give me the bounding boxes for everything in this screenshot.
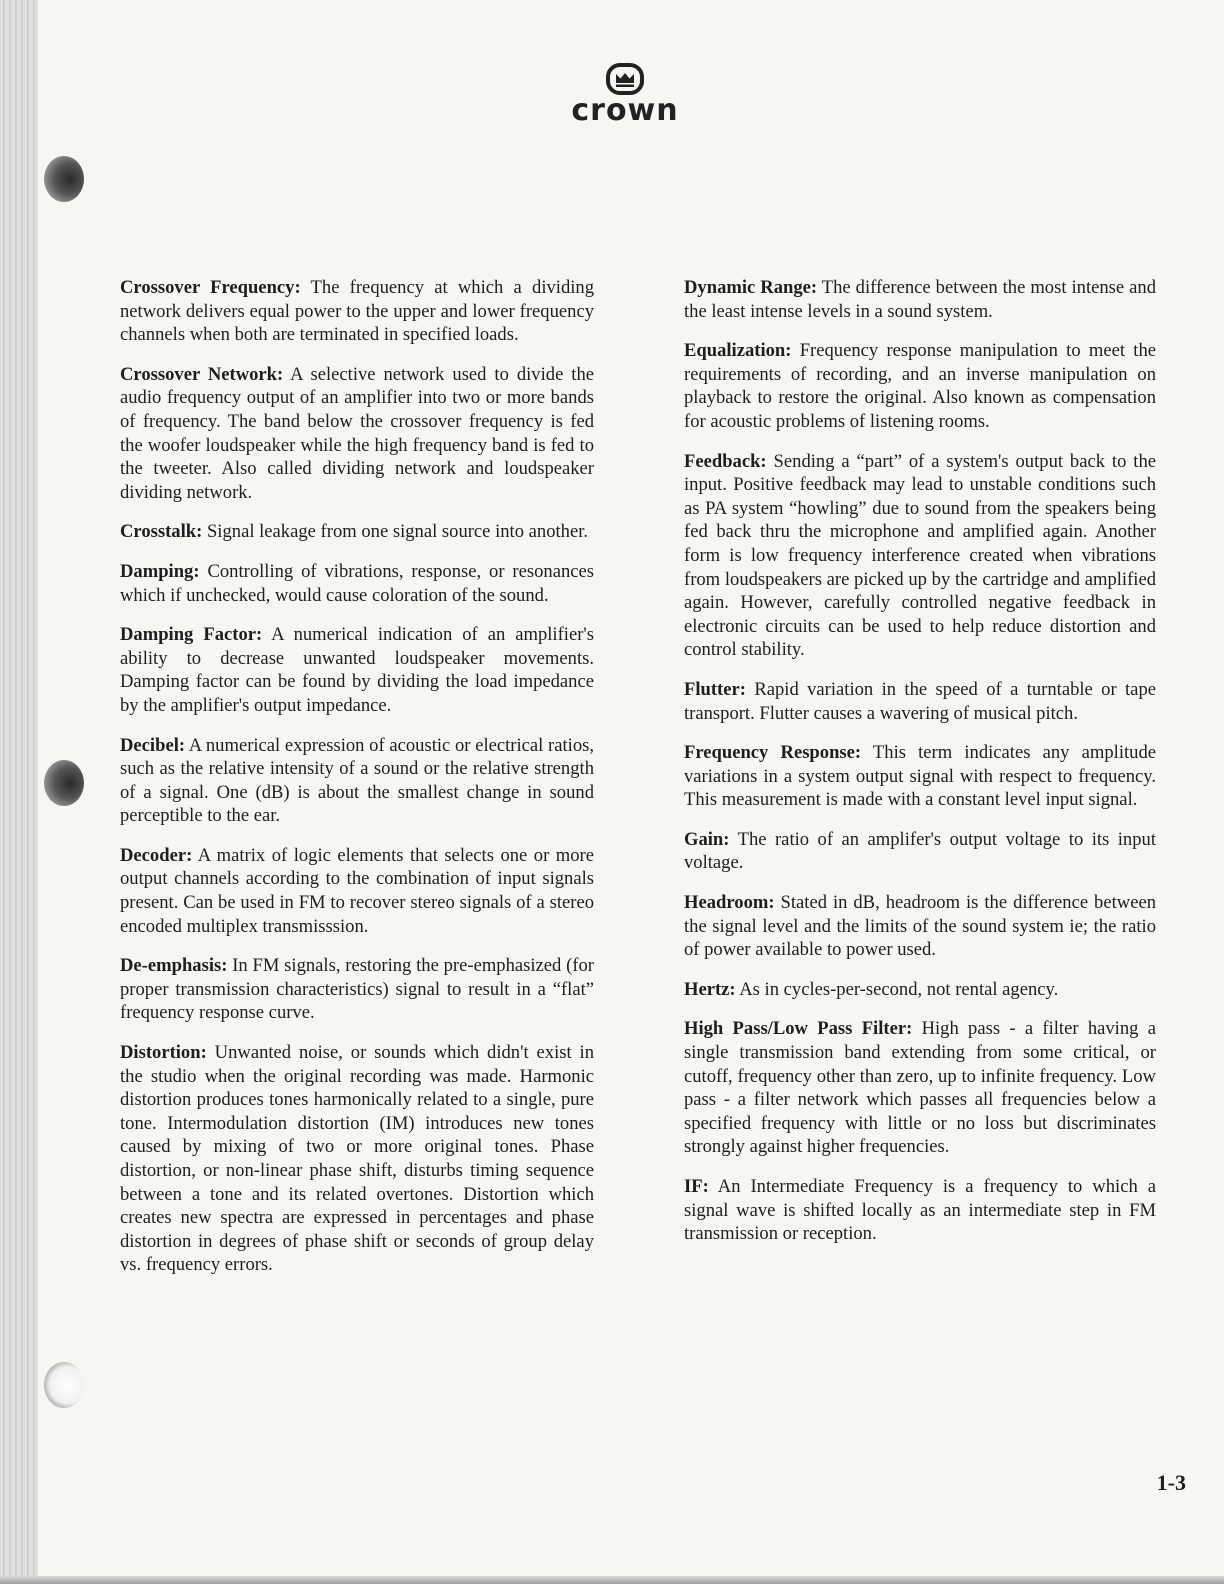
- glossary-definition: The frequency at which a dividing network delivers equal power to the upper and lower frequency channels when both are terminated in specified loads.: [120, 277, 594, 346]
- glossary-left-column: [120, 276, 594, 1293]
- glossary-term: Damping:: [120, 560, 200, 582]
- glossary-definition: A numerical indication of an amplifier's ability to decrease unwanted loudspeaker movements. Damping factor can be found by dividing the load impedance by the amplifier's output impedance.: [120, 624, 594, 716]
- logo-wordmark: crown: [571, 93, 679, 128]
- page-edge: [0, 1576, 1224, 1584]
- glossary-definition: Controlling of vibrations, response, or resonances which if unchecked, would cause coloration of the sound.: [120, 560, 594, 606]
- glossary-term: Damping Factor:: [120, 624, 263, 646]
- glossary-term: Frequency Response:: [684, 742, 862, 764]
- glossary-term: Equalization:: [684, 340, 792, 362]
- glossary-definition: An Intermediate Frequency is a frequency to which a signal wave is shifted locally as an intermediate step in FM transmission or reception.: [684, 1176, 1156, 1245]
- glossary-term: Decibel:: [120, 734, 186, 756]
- glossary-term: Dynamic Range:: [684, 277, 818, 298]
- glossary-entry: [120, 560, 594, 607]
- glossary-entry: [684, 741, 1156, 812]
- glossary-term: Distortion:: [120, 1042, 207, 1064]
- glossary-entry: [684, 339, 1156, 433]
- glossary-entry: [684, 276, 1156, 323]
- glossary-definition: A numerical expression of acoustic or electrical ratios, such as the relative intensity of a sound or the relative strength of a signal. One (dB) is about the smallest change in sound perceptible to the ear.: [120, 734, 595, 827]
- glossary-right-column: [684, 276, 1156, 1262]
- glossary-entry: [120, 363, 594, 505]
- glossary-entry: [120, 276, 594, 347]
- glossary-definition: A matrix of logic elements that selects one or more output channels according to the combination of input signals present. Can be used in FM to recover stereo signals of a stereo encoded multiplex transmisssion.: [120, 844, 594, 937]
- glossary-entry: [120, 734, 594, 828]
- glossary-term: Hertz:: [684, 978, 736, 1000]
- punch-hole: [44, 760, 84, 806]
- glossary-definition: High pass - a filter having a single transmission band extending from some critical, or cutoff, frequency other than zero, up to infinite frequency. Low pass - a filter network which passes all frequencies below a specified frequency with little or no loss but discriminates strongly against higher frequencies.: [684, 1018, 1156, 1158]
- glossary-definition: Frequency response manipulation to meet the requirements of recording, and an inverse manipulation on playback to restore the original. Also known as compensation for acoustic problems of listening rooms.: [684, 340, 1156, 432]
- glossary-definition: As in cycles-per-second, not rental agency.: [739, 978, 1059, 1000]
- glossary-definition: Sending a “part” of a system's output back to the input. Positive feedback may lead to unstable conditions such as PA system “howling” due to sound from the speakers being fed back thru the microphone and amplified again. Another form is low frequency interference created when vibrations from loudspeakers are picked up by the cartridge and amplified again. However, carefully controlled negative feedback in electronic circuits can be used to help reduce distortion and control stability.: [684, 450, 1156, 661]
- glossary-term: Feedback:: [684, 450, 767, 472]
- binding-strip: [0, 0, 38, 1584]
- glossary-term: Gain:: [684, 828, 730, 850]
- crown-icon: [605, 62, 645, 96]
- glossary-term: IF:: [684, 1176, 709, 1197]
- glossary-definition: The ratio of an amplifer's output voltage to its input voltage.: [684, 828, 1156, 874]
- glossary-term: Flutter:: [684, 678, 746, 700]
- crown-logo: [560, 62, 690, 132]
- glossary-entry: [684, 450, 1156, 662]
- glossary-entry: [120, 1041, 594, 1277]
- glossary-term: High Pass/Low Pass Filter:: [684, 1018, 913, 1040]
- glossary-definition: Stated in dB, headroom is the difference between the signal level and the limits of the sound system ie; the ratio of power available to power used.: [684, 892, 1156, 961]
- glossary-entry: [684, 678, 1156, 725]
- glossary-definition: The difference between the most intense and the least intense levels in a sound system.: [684, 277, 1156, 322]
- glossary-entry: [120, 520, 594, 544]
- punch-hole: [44, 1362, 84, 1408]
- glossary-term: Crossover Frequency:: [120, 277, 301, 298]
- punch-hole: [44, 156, 84, 202]
- glossary-entry: [684, 891, 1156, 962]
- glossary-definition: Unwanted noise, or sounds which didn't exist in the studio when the original recording was made. Harmonic distortion produces tones harmonically related to a single, pure tone. Intermodulation distortion (IM) introduces new tones caused by mixing of two or more original tones. Phase distortion, or non-linear phase shift, disturbs timing sequence between a tone and its related overtones. Distortion which creates new spectra are expressed in percentages and phase distortion in degrees of phase shift or seconds of group delay vs. frequency errors.: [120, 1042, 594, 1276]
- glossary-entry: [684, 828, 1156, 875]
- glossary-definition: In FM signals, restoring the pre-emphasized (for proper transmission characteristics) signal to result in a “flat” frequency response curve.: [120, 955, 594, 1024]
- glossary-entry: [684, 1017, 1156, 1159]
- glossary-term: Decoder:: [120, 844, 193, 866]
- glossary-entry: [684, 1175, 1156, 1246]
- glossary-definition: Rapid variation in the speed of a turntable or tape transport. Flutter causes a wavering of musical pitch.: [684, 678, 1156, 724]
- glossary-term: Crossover Network:: [120, 363, 284, 385]
- glossary-entry: [120, 844, 594, 938]
- glossary-term: Crosstalk:: [120, 521, 203, 543]
- glossary-definition: Signal leakage from one signal source into another.: [206, 521, 589, 543]
- glossary-entry: [684, 978, 1156, 1002]
- glossary-entry: [120, 954, 594, 1025]
- glossary-term: Headroom:: [684, 892, 775, 914]
- glossary-definition: This term indicates any amplitude variations in a system output signal with respect to frequency. This measurement is made with a constant level input signal.: [684, 742, 1156, 811]
- page-number: 1-3: [1156, 1470, 1186, 1495]
- glossary-entry: [120, 623, 594, 717]
- glossary-term: De-emphasis:: [120, 955, 228, 977]
- glossary-definition: A selective network used to divide the audio frequency output of an amplifier into two or more bands of frequency. The band below the crossover frequency is fed the woofer loudspeaker while the high frequency band is fed to the tweeter. Also called dividing network and loudspeaker dividing network.: [120, 363, 594, 503]
